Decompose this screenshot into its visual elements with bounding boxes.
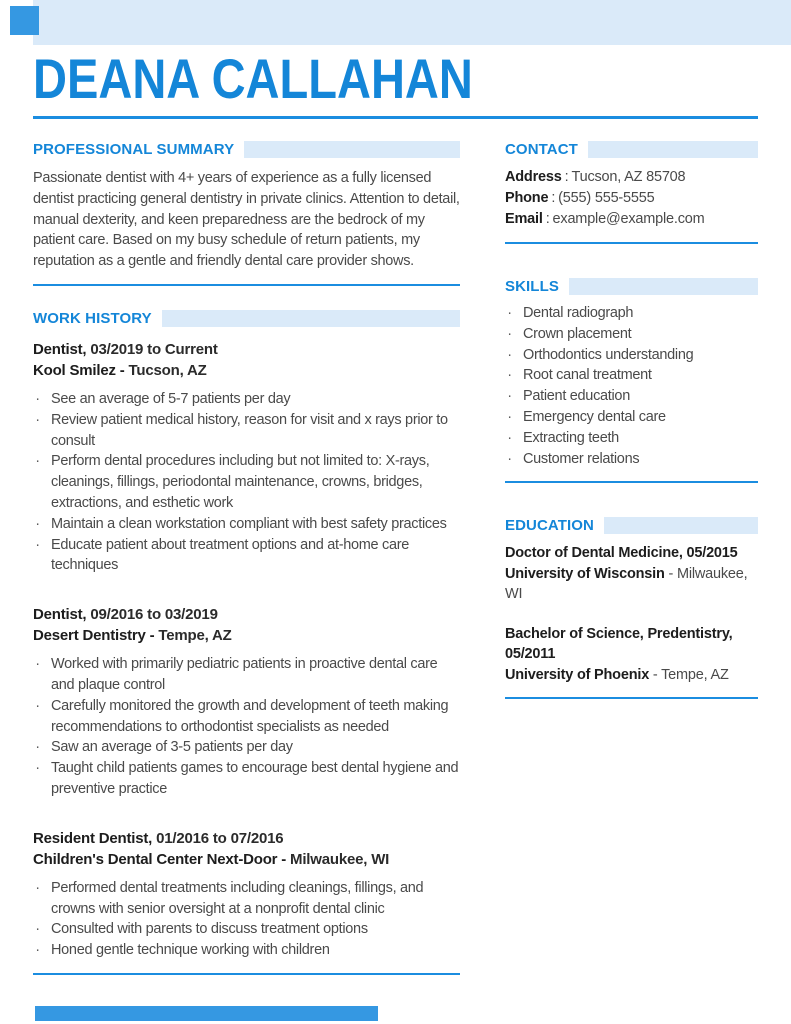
list-item	[33, 758, 460, 800]
list-item	[33, 654, 460, 696]
list-item	[505, 365, 758, 386]
name-divider	[33, 116, 758, 119]
section-heading: SKILLS	[505, 278, 559, 295]
bullet-text: Review patient medical history, reason for visit and x rays prior to consult	[51, 411, 448, 449]
contact-label: Phone	[505, 190, 549, 206]
job-title-text: Dentist,	[33, 606, 87, 624]
bullet-icon: ·	[507, 346, 512, 363]
employer-name: Kool Smilez -	[33, 361, 125, 379]
section-heading-row	[505, 141, 758, 158]
bullet-text: See an average of 5-7 patients per day	[51, 390, 291, 407]
section-heading: PROFESSIONAL SUMMARY	[33, 141, 235, 158]
bullet-text: Carefully monitored the growth and development of teeth making recommendations to orthodontist specialists as needed	[51, 697, 449, 735]
contact-separator: :	[564, 169, 569, 185]
section-heading: CONTACT	[505, 141, 578, 158]
contact-label: Address	[505, 169, 562, 185]
school-location: - Tempe, AZ	[652, 666, 729, 683]
bullet-icon: ·	[507, 388, 512, 405]
employer-name: Children's Dental Center Next-Door -	[33, 850, 287, 868]
bullet-icon: ·	[35, 515, 40, 532]
section-divider	[505, 242, 758, 244]
job-employer	[33, 849, 460, 870]
job-dates: 03/2019 to Current	[90, 340, 218, 358]
bullet-text: Performed dental treatments including cleanings, fillings, and crowns with senior oversight at a nonprofit dental clinic	[51, 879, 424, 917]
degree: Bachelor of Science, Predentistry, 05/2011	[505, 625, 733, 663]
job-bullet-list	[33, 654, 460, 800]
list-item	[33, 878, 460, 920]
section-heading-row	[505, 278, 758, 295]
list-item	[33, 737, 460, 758]
section-heading-row	[33, 310, 460, 327]
person-name: DEANA CALLAHAN	[33, 47, 473, 110]
bullet-icon: ·	[507, 450, 512, 467]
list-item	[505, 303, 758, 324]
bullet-text: Educate patient about treatment options and at-home care techniques	[51, 536, 410, 574]
contact-address	[505, 167, 758, 188]
list-item	[505, 449, 758, 470]
bullet-icon: ·	[35, 879, 40, 896]
employer-location: Tempe, AZ	[158, 627, 232, 645]
bullet-text: Taught child patients games to encourage best dental hygiene and preventive practice	[51, 760, 459, 797]
contact-value: Tucson, AZ 85708	[571, 169, 686, 185]
list-item	[33, 535, 460, 577]
skill-text: Extracting teeth	[523, 429, 619, 446]
footer-accent-bar	[35, 1006, 378, 1021]
education-entries	[505, 543, 758, 685]
skill-text: Crown placement	[523, 325, 632, 342]
list-item	[505, 386, 758, 407]
list-item	[505, 407, 758, 428]
section-education	[505, 517, 758, 699]
bullet-icon: ·	[35, 656, 40, 673]
degree: Doctor of Dental Medicine, 05/2015	[505, 545, 738, 562]
employer-name: Desert Dentistry -	[33, 627, 155, 645]
section-contact	[505, 141, 758, 244]
job-title	[33, 339, 460, 360]
contact-lines	[505, 167, 758, 230]
section-heading: WORK HISTORY	[33, 309, 152, 327]
school-line	[505, 665, 758, 686]
bullet-icon: ·	[35, 942, 40, 959]
bullet-text: Consulted with parents to discuss treatment options	[51, 921, 368, 938]
section-skills	[505, 278, 758, 483]
education-entry	[505, 543, 758, 605]
summary-text: Passionate dentist with 4+ years of experience as a fully licensed dentist practicing general dentistry in private clinics. Attention to detail, manual dexterity, and keen preparedness are the bedrock of my patient care. Based on my busy schedule of return patients, my reputation as a gentle and friendly dental care provider shows.	[33, 170, 460, 270]
contact-separator: :	[551, 190, 556, 206]
section-divider	[33, 284, 460, 286]
school-location: - Milwaukee, WI	[505, 565, 748, 603]
bullet-icon: ·	[35, 760, 40, 777]
job-title-text: Resident Dentist,	[33, 829, 153, 847]
contact-value: (555) 555-5555	[558, 190, 655, 206]
bullet-icon: ·	[35, 411, 40, 428]
job-entry	[33, 339, 460, 576]
skill-text: Dental radiograph	[523, 305, 634, 321]
job-dates: 01/2016 to 07/2016	[156, 829, 284, 847]
job-dates: 09/2016 to 03/2019	[90, 606, 218, 624]
education-entry	[505, 624, 758, 686]
contact-separator: :	[545, 211, 550, 227]
skills-list	[505, 303, 758, 469]
bullet-icon: ·	[507, 408, 512, 425]
job-title	[33, 604, 460, 625]
list-item	[505, 345, 758, 366]
bullet-icon: ·	[507, 325, 512, 342]
heading-accent-bar	[588, 141, 758, 158]
bullet-icon: ·	[507, 429, 512, 446]
bullet-text: Worked with primarily pediatric patients in proactive dental care and plaque control	[51, 656, 438, 693]
column-gap	[460, 141, 505, 975]
bullet-icon: ·	[35, 921, 40, 938]
skill-text: Emergency dental care	[523, 408, 666, 425]
bullet-icon: ·	[35, 697, 40, 714]
employer-location: Tucson, AZ	[128, 361, 207, 379]
bullet-icon: ·	[35, 536, 40, 553]
section-heading: EDUCATION	[505, 517, 594, 535]
heading-accent-bar	[604, 517, 758, 534]
skill-text: Patient education	[523, 388, 630, 405]
section-divider	[505, 481, 758, 483]
bullet-text: Saw an average of 3-5 patients per day	[51, 739, 293, 756]
contact-phone	[505, 188, 758, 209]
job-employer	[33, 625, 460, 646]
list-item	[33, 514, 460, 535]
bullet-icon: ·	[35, 390, 40, 407]
list-item	[505, 324, 758, 345]
section-heading-row	[33, 141, 460, 158]
school-name: University of Wisconsin	[505, 565, 665, 582]
section-work-history	[33, 310, 460, 975]
bullet-icon: ·	[35, 739, 40, 756]
list-item	[33, 410, 460, 452]
section-divider	[505, 697, 758, 699]
job-bullet-list	[33, 878, 460, 961]
job-entry	[33, 604, 460, 800]
heading-accent-bar	[569, 278, 758, 295]
bullet-text: Perform dental procedures including but not limited to: X-rays, cleanings, fillings, periodontal maintenance, crowns, bridges, extractions, and esthetic work	[51, 453, 430, 511]
left-column	[33, 141, 460, 975]
contact-label: Email	[505, 211, 543, 227]
bullet-text: Maintain a clean workstation compliant with best safety practices	[51, 515, 447, 532]
list-item	[505, 428, 758, 449]
employer-location: Milwaukee, WI	[290, 850, 390, 868]
list-item	[33, 919, 460, 940]
skill-text: Orthodontics understanding	[523, 346, 694, 363]
job-employer	[33, 360, 460, 381]
section-divider	[33, 973, 460, 975]
skill-text: Customer relations	[523, 450, 640, 467]
bullet-icon: ·	[35, 453, 40, 470]
section-heading-row	[505, 517, 758, 534]
columns	[33, 141, 758, 975]
list-item	[33, 451, 460, 513]
school-line	[505, 564, 758, 605]
list-item	[33, 389, 460, 410]
contact-email	[505, 209, 758, 230]
job-title	[33, 828, 460, 849]
job-entry	[33, 828, 460, 961]
bullet-icon: ·	[507, 305, 512, 321]
section-professional-summary	[33, 141, 460, 286]
job-bullet-list	[33, 389, 460, 576]
heading-accent-bar	[244, 141, 460, 158]
list-item	[33, 696, 460, 738]
right-column	[505, 141, 758, 975]
skill-text: Root canal treatment	[523, 367, 652, 384]
bullet-text: Honed gentle technique working with children	[51, 942, 330, 959]
list-item	[33, 940, 460, 961]
bullet-icon: ·	[507, 367, 512, 384]
job-title-text: Dentist,	[33, 340, 87, 358]
school-name: University of Phoenix	[505, 666, 650, 683]
contact-value: example@example.com	[552, 211, 705, 227]
heading-accent-bar	[162, 310, 460, 327]
